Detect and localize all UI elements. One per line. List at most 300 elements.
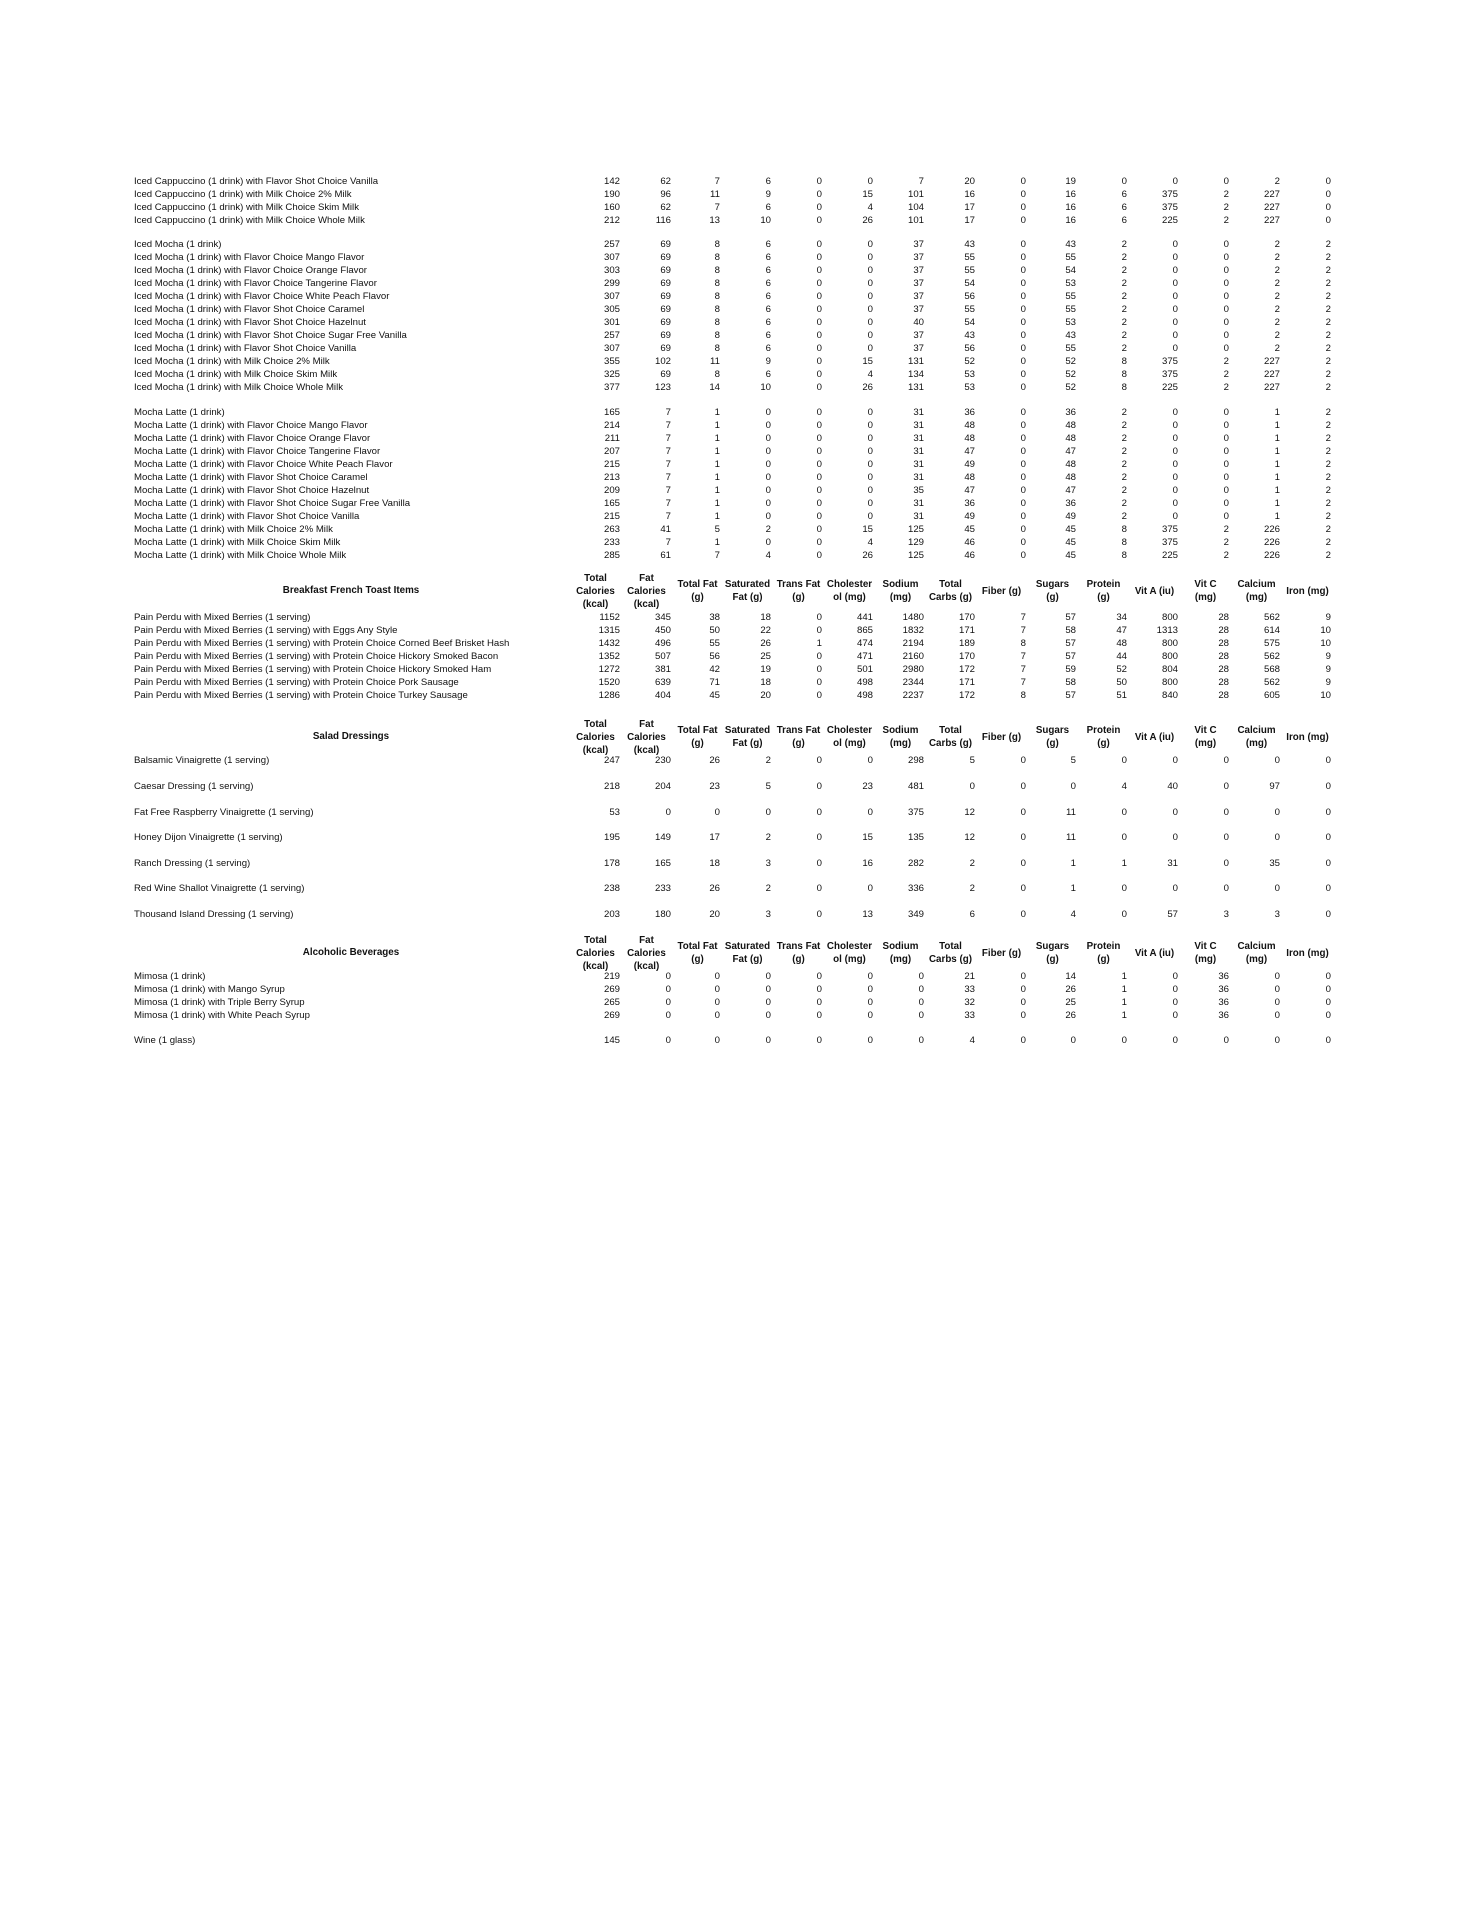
cell-sodium-mg: 37 <box>913 343 924 354</box>
cell-iron-mg: 0 <box>1325 883 1331 894</box>
cell-vit-c-mg: 28 <box>1218 664 1229 675</box>
cell-calcium-mg: 562 <box>1263 651 1280 662</box>
cell-saturated-fat-g: 6 <box>765 369 771 380</box>
cell-iron-mg: 2 <box>1325 382 1331 393</box>
cell-fat-calories-kcal: 7 <box>665 485 671 496</box>
cell-trans-fat-g: 0 <box>816 317 822 328</box>
item-name: Pain Perdu with Mixed Berries (1 serving) with Protein Choice Corned Beef Brisket Hash <box>134 638 510 649</box>
cell-total-calories-kcal: 238 <box>603 883 620 894</box>
cell-cholesterol-mg: 0 <box>867 883 873 894</box>
cell-saturated-fat-g: 0 <box>765 485 771 496</box>
table-row <box>0 407 1484 419</box>
cell-sugars-g: 55 <box>1065 304 1076 315</box>
column-header-trans-fat-g: Trans Fat (g) <box>776 725 821 749</box>
cell-fat-calories-kcal: 69 <box>660 265 671 276</box>
cell-saturated-fat-g: 6 <box>765 265 771 276</box>
cell-total-fat-g: 0 <box>714 1010 720 1021</box>
cell-calcium-mg: 0 <box>1274 807 1280 818</box>
table-row <box>0 664 1484 676</box>
column-header-iron-mg: Iron (mg) <box>1286 731 1329 743</box>
cell-total-calories-kcal: 325 <box>603 369 620 380</box>
cell-sugars-g: 0 <box>1070 1035 1076 1046</box>
cell-sugars-g: 26 <box>1065 984 1076 995</box>
cell-cholesterol-mg: 0 <box>867 755 873 766</box>
cell-trans-fat-g: 0 <box>816 215 822 226</box>
cell-sodium-mg: 37 <box>913 330 924 341</box>
cell-total-calories-kcal: 307 <box>603 252 620 263</box>
cell-sugars-g: 57 <box>1065 651 1076 662</box>
cell-cholesterol-mg: 4 <box>867 202 873 213</box>
item-name: Mocha Latte (1 drink) with Milk Choice 2% Milk <box>134 524 333 535</box>
cell-total-carbs-g: 171 <box>958 625 975 636</box>
cell-vit-c-mg: 36 <box>1218 984 1229 995</box>
cell-total-calories-kcal: 299 <box>603 278 620 289</box>
cell-calcium-mg: 0 <box>1274 1010 1280 1021</box>
cell-protein-g: 0 <box>1121 909 1127 920</box>
cell-cholesterol-mg: 0 <box>867 252 873 263</box>
cell-total-fat-g: 1 <box>714 420 720 431</box>
cell-calcium-mg: 226 <box>1263 524 1280 535</box>
cell-total-carbs-g: 46 <box>964 550 975 561</box>
cell-total-fat-g: 8 <box>714 265 720 276</box>
cell-fat-calories-kcal: 69 <box>660 291 671 302</box>
cell-trans-fat-g: 0 <box>816 971 822 982</box>
cell-cholesterol-mg: 501 <box>856 664 873 675</box>
table-row <box>0 909 1484 921</box>
cell-total-calories-kcal: 209 <box>603 485 620 496</box>
column-header-fiber-g: Fiber (g) <box>981 585 1022 597</box>
cell-cholesterol-mg: 0 <box>867 472 873 483</box>
cell-cholesterol-mg: 4 <box>867 537 873 548</box>
cell-vit-c-mg: 0 <box>1223 317 1229 328</box>
table-row <box>0 755 1484 767</box>
section-title: Breakfast French Toast Items <box>282 585 420 596</box>
item-name: Iced Mocha (1 drink) <box>134 239 222 250</box>
cell-trans-fat-g: 0 <box>816 755 822 766</box>
cell-total-fat-g: 0 <box>714 971 720 982</box>
cell-total-fat-g: 7 <box>714 550 720 561</box>
cell-protein-g: 8 <box>1121 550 1127 561</box>
cell-fiber-g: 0 <box>1020 781 1026 792</box>
cell-total-calories-kcal: 1286 <box>598 690 620 701</box>
cell-cholesterol-mg: 0 <box>867 1035 873 1046</box>
cell-vit-c-mg: 28 <box>1218 690 1229 701</box>
cell-vit-c-mg: 2 <box>1223 524 1229 535</box>
cell-saturated-fat-g: 0 <box>765 971 771 982</box>
cell-sodium-mg: 0 <box>918 984 924 995</box>
cell-trans-fat-g: 0 <box>816 239 822 250</box>
cell-fat-calories-kcal: 7 <box>665 459 671 470</box>
table-row <box>0 278 1484 290</box>
cell-protein-g: 1 <box>1121 997 1127 1008</box>
cell-trans-fat-g: 0 <box>816 625 822 636</box>
cell-total-fat-g: 0 <box>714 807 720 818</box>
cell-saturated-fat-g: 6 <box>765 343 771 354</box>
cell-saturated-fat-g: 0 <box>765 984 771 995</box>
column-header-vit-c-mg: Vit C (mg) <box>1194 579 1217 603</box>
cell-calcium-mg: 1 <box>1274 407 1280 418</box>
table-row <box>0 511 1484 523</box>
cell-sodium-mg: 336 <box>907 883 924 894</box>
cell-protein-g: 47 <box>1116 625 1127 636</box>
column-header-total-fat-g: Total Fat (g) <box>677 725 718 749</box>
cell-protein-g: 48 <box>1116 638 1127 649</box>
cell-fiber-g: 0 <box>1020 343 1026 354</box>
table-row <box>0 832 1484 844</box>
cell-vit-a-iu: 0 <box>1172 291 1178 302</box>
cell-sodium-mg: 2980 <box>902 664 924 675</box>
cell-vit-a-iu: 375 <box>1161 524 1178 535</box>
cell-protein-g: 2 <box>1121 291 1127 302</box>
cell-total-carbs-g: 48 <box>964 420 975 431</box>
cell-total-carbs-g: 47 <box>964 485 975 496</box>
cell-protein-g: 2 <box>1121 252 1127 263</box>
cell-total-calories-kcal: 307 <box>603 291 620 302</box>
cell-total-carbs-g: 53 <box>964 369 975 380</box>
cell-total-fat-g: 8 <box>714 278 720 289</box>
cell-total-calories-kcal: 53 <box>609 807 620 818</box>
table-row <box>0 625 1484 637</box>
table-row <box>0 265 1484 277</box>
cell-protein-g: 50 <box>1116 677 1127 688</box>
item-name: Iced Mocha (1 drink) with Milk Choice 2% Milk <box>134 356 330 367</box>
cell-vit-a-iu: 1313 <box>1156 625 1178 636</box>
cell-sugars-g: 43 <box>1065 239 1076 250</box>
cell-vit-a-iu: 225 <box>1161 382 1178 393</box>
cell-total-fat-g: 20 <box>709 909 720 920</box>
cell-total-carbs-g: 172 <box>958 664 975 675</box>
cell-vit-a-iu: 0 <box>1172 265 1178 276</box>
item-name: Iced Cappuccino (1 drink) with Milk Choice 2% Milk <box>134 189 352 200</box>
cell-total-calories-kcal: 160 <box>603 202 620 213</box>
item-name: Wine (1 glass) <box>134 1035 196 1046</box>
cell-vit-c-mg: 0 <box>1223 755 1229 766</box>
cell-calcium-mg: 1 <box>1274 511 1280 522</box>
cell-saturated-fat-g: 0 <box>765 807 771 818</box>
cell-vit-a-iu: 31 <box>1167 858 1178 869</box>
cell-saturated-fat-g: 0 <box>765 407 771 418</box>
cell-total-carbs-g: 12 <box>964 832 975 843</box>
cell-saturated-fat-g: 0 <box>765 511 771 522</box>
table-row <box>0 202 1484 214</box>
cell-cholesterol-mg: 0 <box>867 330 873 341</box>
cell-total-calories-kcal: 213 <box>603 472 620 483</box>
cell-iron-mg: 0 <box>1325 984 1331 995</box>
cell-fat-calories-kcal: 404 <box>654 690 671 701</box>
cell-calcium-mg: 575 <box>1263 638 1280 649</box>
cell-sodium-mg: 37 <box>913 304 924 315</box>
column-header-trans-fat-g: Trans Fat (g) <box>776 579 821 603</box>
column-header-total-fat-g: Total Fat (g) <box>677 941 718 965</box>
cell-total-fat-g: 8 <box>714 252 720 263</box>
cell-iron-mg: 0 <box>1325 1010 1331 1021</box>
cell-calcium-mg: 35 <box>1269 858 1280 869</box>
cell-total-fat-g: 1 <box>714 537 720 548</box>
cell-total-fat-g: 1 <box>714 472 720 483</box>
cell-fat-calories-kcal: 69 <box>660 343 671 354</box>
cell-iron-mg: 2 <box>1325 485 1331 496</box>
column-header-total-carbs-g: Total Carbs (g) <box>928 579 972 603</box>
cell-total-fat-g: 45 <box>709 690 720 701</box>
cell-calcium-mg: 0 <box>1274 755 1280 766</box>
cell-cholesterol-mg: 4 <box>867 369 873 380</box>
cell-fat-calories-kcal: 69 <box>660 278 671 289</box>
cell-cholesterol-mg: 498 <box>856 677 873 688</box>
cell-protein-g: 8 <box>1121 382 1127 393</box>
cell-sugars-g: 1 <box>1070 883 1076 894</box>
cell-total-calories-kcal: 305 <box>603 304 620 315</box>
table-row <box>0 883 1484 895</box>
cell-total-fat-g: 13 <box>709 215 720 226</box>
cell-protein-g: 1 <box>1121 984 1127 995</box>
cell-sugars-g: 36 <box>1065 498 1076 509</box>
cell-fiber-g: 0 <box>1020 459 1026 470</box>
cell-vit-c-mg: 0 <box>1223 832 1229 843</box>
cell-sugars-g: 14 <box>1065 971 1076 982</box>
cell-vit-c-mg: 28 <box>1218 677 1229 688</box>
cell-fiber-g: 0 <box>1020 524 1026 535</box>
cell-sugars-g: 0 <box>1070 781 1076 792</box>
cell-fat-calories-kcal: 7 <box>665 498 671 509</box>
table-row <box>0 252 1484 264</box>
section-title: Salad Dressings <box>312 731 390 742</box>
cell-sugars-g: 48 <box>1065 433 1076 444</box>
cell-vit-a-iu: 0 <box>1172 832 1178 843</box>
cell-total-calories-kcal: 207 <box>603 446 620 457</box>
cell-fiber-g: 0 <box>1020 265 1026 276</box>
column-header-protein-g: Protein (g) <box>1086 941 1121 965</box>
cell-fat-calories-kcal: 7 <box>665 420 671 431</box>
cell-total-fat-g: 1 <box>714 407 720 418</box>
cell-calcium-mg: 2 <box>1274 278 1280 289</box>
cell-cholesterol-mg: 0 <box>867 807 873 818</box>
cell-total-carbs-g: 0 <box>969 781 975 792</box>
cell-calcium-mg: 605 <box>1263 690 1280 701</box>
cell-vit-a-iu: 0 <box>1172 252 1178 263</box>
cell-fat-calories-kcal: 69 <box>660 317 671 328</box>
cell-total-fat-g: 8 <box>714 330 720 341</box>
table-row <box>0 485 1484 497</box>
cell-trans-fat-g: 0 <box>816 189 822 200</box>
table-row <box>0 343 1484 355</box>
cell-cholesterol-mg: 0 <box>867 265 873 276</box>
cell-calcium-mg: 1 <box>1274 472 1280 483</box>
cell-iron-mg: 2 <box>1325 343 1331 354</box>
cell-vit-a-iu: 804 <box>1161 664 1178 675</box>
cell-total-carbs-g: 33 <box>964 1010 975 1021</box>
table-row <box>0 356 1484 368</box>
cell-protein-g: 0 <box>1121 883 1127 894</box>
cell-iron-mg: 2 <box>1325 446 1331 457</box>
cell-total-fat-g: 1 <box>714 433 720 444</box>
cell-total-calories-kcal: 301 <box>603 317 620 328</box>
cell-fiber-g: 0 <box>1020 215 1026 226</box>
cell-fat-calories-kcal: 116 <box>655 215 671 226</box>
cell-total-calories-kcal: 195 <box>603 832 620 843</box>
cell-fiber-g: 0 <box>1020 291 1026 302</box>
cell-trans-fat-g: 0 <box>816 343 822 354</box>
cell-vit-a-iu: 0 <box>1172 997 1178 1008</box>
cell-protein-g: 2 <box>1121 304 1127 315</box>
cell-sodium-mg: 135 <box>907 832 924 843</box>
cell-sugars-g: 53 <box>1065 317 1076 328</box>
item-name: Mimosa (1 drink) with White Peach Syrup <box>134 1010 310 1021</box>
section-header-alcoholic-beverages <box>0 933 1484 973</box>
cell-protein-g: 4 <box>1121 781 1127 792</box>
cell-total-calories-kcal: 145 <box>603 1035 620 1046</box>
cell-total-carbs-g: 53 <box>964 382 975 393</box>
cell-protein-g: 34 <box>1116 612 1127 623</box>
cell-total-fat-g: 8 <box>714 317 720 328</box>
cell-fiber-g: 0 <box>1020 356 1026 367</box>
cell-trans-fat-g: 0 <box>816 304 822 315</box>
cell-protein-g: 2 <box>1121 265 1127 276</box>
cell-sugars-g: 19 <box>1065 176 1076 187</box>
cell-total-carbs-g: 12 <box>964 807 975 818</box>
cell-saturated-fat-g: 0 <box>765 1035 771 1046</box>
cell-vit-c-mg: 0 <box>1223 304 1229 315</box>
cell-vit-c-mg: 2 <box>1223 550 1229 561</box>
cell-total-fat-g: 8 <box>714 369 720 380</box>
cell-sugars-g: 52 <box>1065 369 1076 380</box>
cell-cholesterol-mg: 0 <box>867 485 873 496</box>
cell-total-calories-kcal: 219 <box>603 971 620 982</box>
cell-sugars-g: 57 <box>1065 690 1076 701</box>
cell-trans-fat-g: 0 <box>816 511 822 522</box>
cell-sodium-mg: 37 <box>913 291 924 302</box>
cell-saturated-fat-g: 6 <box>765 317 771 328</box>
cell-total-calories-kcal: 178 <box>603 858 620 869</box>
cell-iron-mg: 2 <box>1325 524 1331 535</box>
item-name: Mimosa (1 drink) with Mango Syrup <box>134 984 285 995</box>
cell-fiber-g: 0 <box>1020 755 1026 766</box>
cell-cholesterol-mg: 0 <box>867 984 873 995</box>
cell-sugars-g: 11 <box>1066 832 1076 843</box>
cell-cholesterol-mg: 0 <box>867 498 873 509</box>
cell-fat-calories-kcal: 69 <box>660 369 671 380</box>
cell-total-fat-g: 1 <box>714 511 720 522</box>
cell-sodium-mg: 31 <box>913 446 924 457</box>
cell-calcium-mg: 2 <box>1274 343 1280 354</box>
cell-saturated-fat-g: 6 <box>765 304 771 315</box>
cell-sodium-mg: 0 <box>918 997 924 1008</box>
column-header-fiber-g: Fiber (g) <box>981 947 1022 959</box>
table-row <box>0 291 1484 303</box>
column-header-vit-a-iu: Vit A (iu) <box>1134 585 1175 597</box>
table-row <box>0 997 1484 1009</box>
cell-sodium-mg: 31 <box>913 433 924 444</box>
cell-total-fat-g: 71 <box>709 677 720 688</box>
cell-total-fat-g: 0 <box>714 1035 720 1046</box>
cell-iron-mg: 2 <box>1325 472 1331 483</box>
cell-total-calories-kcal: 303 <box>603 265 620 276</box>
cell-protein-g: 2 <box>1121 330 1127 341</box>
cell-total-carbs-g: 17 <box>964 215 975 226</box>
cell-protein-g: 2 <box>1121 498 1127 509</box>
cell-total-calories-kcal: 257 <box>603 330 620 341</box>
cell-vit-c-mg: 28 <box>1218 651 1229 662</box>
cell-calcium-mg: 568 <box>1263 664 1280 675</box>
cell-cholesterol-mg: 15 <box>862 524 873 535</box>
cell-iron-mg: 9 <box>1325 651 1331 662</box>
cell-calcium-mg: 1 <box>1274 420 1280 431</box>
cell-fiber-g: 0 <box>1020 858 1026 869</box>
table-row <box>0 317 1484 329</box>
cell-iron-mg: 0 <box>1325 997 1331 1008</box>
cell-protein-g: 8 <box>1121 369 1127 380</box>
cell-fat-calories-kcal: 496 <box>654 638 671 649</box>
cell-total-carbs-g: 5 <box>969 755 975 766</box>
cell-fiber-g: 0 <box>1020 832 1026 843</box>
cell-sodium-mg: 298 <box>907 755 924 766</box>
cell-vit-a-iu: 375 <box>1161 369 1178 380</box>
cell-fat-calories-kcal: 69 <box>660 252 671 263</box>
cell-sodium-mg: 481 <box>907 781 924 792</box>
table-row <box>0 1010 1484 1022</box>
cell-iron-mg: 0 <box>1325 909 1331 920</box>
table-row <box>0 690 1484 702</box>
cell-sodium-mg: 31 <box>913 407 924 418</box>
cell-iron-mg: 2 <box>1325 433 1331 444</box>
cell-cholesterol-mg: 0 <box>867 459 873 470</box>
cell-sodium-mg: 37 <box>913 239 924 250</box>
cell-total-carbs-g: 170 <box>958 612 975 623</box>
cell-cholesterol-mg: 0 <box>867 239 873 250</box>
cell-vit-c-mg: 0 <box>1223 420 1229 431</box>
cell-sugars-g: 11 <box>1066 807 1076 818</box>
item-name: Mocha Latte (1 drink) <box>134 407 225 418</box>
cell-fiber-g: 0 <box>1020 202 1026 213</box>
cell-vit-c-mg: 28 <box>1218 612 1229 623</box>
cell-total-fat-g: 14 <box>709 382 720 393</box>
cell-saturated-fat-g: 9 <box>765 189 771 200</box>
cell-vit-c-mg: 0 <box>1223 498 1229 509</box>
cell-sodium-mg: 125 <box>907 524 924 535</box>
column-header-vit-c-mg: Vit C (mg) <box>1194 725 1217 749</box>
cell-cholesterol-mg: 26 <box>862 382 873 393</box>
cell-cholesterol-mg: 0 <box>867 420 873 431</box>
cell-vit-a-iu: 0 <box>1172 472 1178 483</box>
cell-vit-c-mg: 0 <box>1223 330 1229 341</box>
cell-trans-fat-g: 0 <box>816 997 822 1008</box>
cell-saturated-fat-g: 9 <box>765 356 771 367</box>
cell-fat-calories-kcal: 0 <box>665 807 671 818</box>
cell-vit-a-iu: 40 <box>1167 781 1178 792</box>
table-row <box>0 433 1484 445</box>
cell-fat-calories-kcal: 450 <box>654 625 671 636</box>
item-name: Iced Mocha (1 drink) with Flavor Choice Mango Flavor <box>134 252 365 263</box>
cell-total-carbs-g: 32 <box>964 997 975 1008</box>
cell-calcium-mg: 227 <box>1263 215 1280 226</box>
cell-sodium-mg: 7 <box>918 176 924 187</box>
column-header-sugars-g: Sugars (g) <box>1035 579 1070 603</box>
cell-fiber-g: 7 <box>1020 677 1026 688</box>
cell-calcium-mg: 0 <box>1274 1035 1280 1046</box>
cell-sodium-mg: 125 <box>907 550 924 561</box>
cell-trans-fat-g: 0 <box>816 291 822 302</box>
item-name: Mocha Latte (1 drink) with Milk Choice Whole Milk <box>134 550 347 561</box>
cell-fat-calories-kcal: 0 <box>665 1010 671 1021</box>
cell-cholesterol-mg: 0 <box>867 407 873 418</box>
cell-sugars-g: 36 <box>1065 407 1076 418</box>
cell-protein-g: 2 <box>1121 317 1127 328</box>
table-row <box>0 524 1484 536</box>
cell-iron-mg: 0 <box>1325 781 1331 792</box>
cell-total-calories-kcal: 247 <box>603 755 620 766</box>
cell-sodium-mg: 0 <box>918 1035 924 1046</box>
cell-vit-a-iu: 800 <box>1161 612 1178 623</box>
cell-iron-mg: 2 <box>1325 278 1331 289</box>
